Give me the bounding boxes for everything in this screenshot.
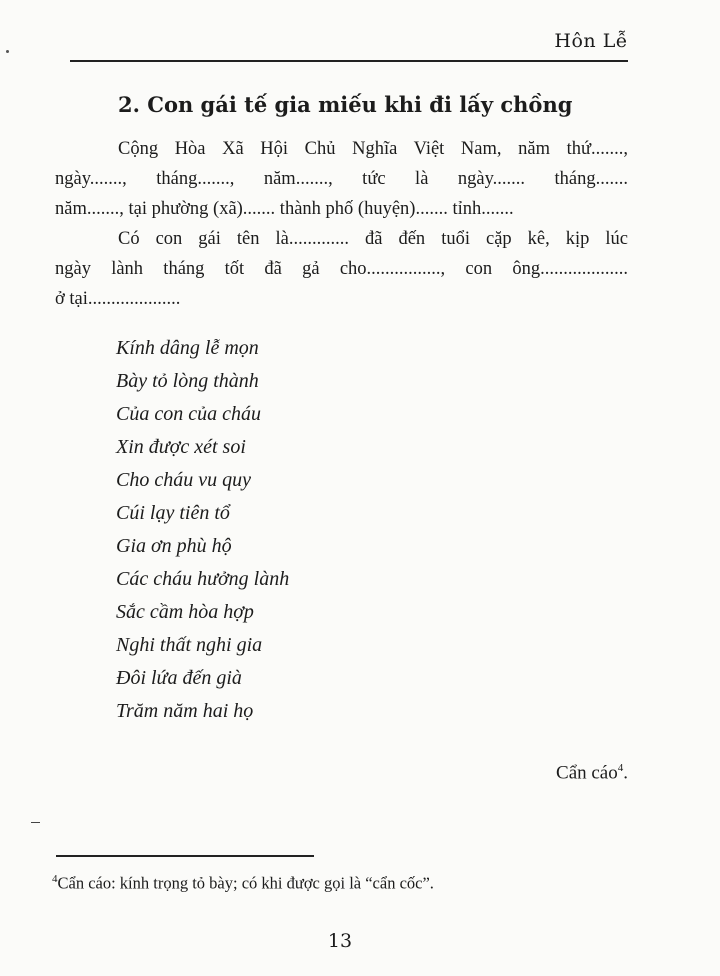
paragraph-line: Cộng Hòa Xã Hội Chủ Nghĩa Việt Nam, năm thứ.......,: [118, 139, 628, 159]
closing-line: [556, 762, 628, 784]
footnote-rule: [56, 855, 314, 857]
running-header: Hôn Lễ: [554, 30, 628, 52]
verse-line: Các cháu hưởng lành: [116, 568, 290, 590]
paragraph-daughter: [55, 224, 628, 314]
verse-line: Cúi lạy tiên tổ: [116, 502, 230, 524]
footnote-mark: 4: [52, 873, 58, 885]
paragraph-line: ngày......., tháng......., năm......., tức là ngày....... tháng.......: [55, 169, 628, 189]
footnote-text: Cẩn cáo: kính trọng tỏ bày; có khi được gọi là “cẩn cốc”.: [57, 873, 434, 893]
prayer-verse: [116, 332, 289, 728]
paragraph-line: ở tại....................: [55, 289, 181, 309]
verse-line: Trăm năm hai họ: [116, 700, 254, 722]
verse-line: Kính dâng lễ mọn: [116, 337, 259, 359]
header-rule: [70, 60, 628, 62]
verse-line: Cho cháu vu quy: [116, 469, 251, 491]
footnote: [52, 873, 434, 894]
closing-period: .: [623, 762, 628, 784]
verse-line: Gia ơn phù hộ: [116, 535, 232, 557]
verse-line: Sắc cầm hòa hợp: [116, 601, 254, 623]
footnote-reference[interactable]: 4: [617, 762, 624, 774]
closing-text: Cẩn cáo: [556, 762, 618, 784]
verse-line: Nghi thất nghi gia: [116, 634, 263, 656]
page-number: 13: [327, 930, 353, 952]
margin-mark: [31, 822, 40, 823]
verse-line: Bày tỏ lòng thành: [116, 370, 259, 392]
verse-line: Đôi lứa đến già: [116, 667, 242, 689]
paragraph-line: năm......., tại phường (xã)....... thành phố (huyện)....... tỉnh.......: [55, 199, 514, 219]
paragraph-line: Có con gái tên là............. đã đến tuổi cặp kê, kịp lúc: [118, 229, 628, 249]
paragraph-line: ngày lành tháng tốt đã gả cho................, con ông...................: [55, 259, 628, 279]
section-title: 2. Con gái tế gia miếu khi đi lấy chồng: [118, 92, 573, 117]
verse-line: Của con của cháu: [116, 403, 261, 425]
paragraph-date: [55, 134, 628, 224]
scan-speck: [6, 50, 9, 53]
verse-line: Xin được xét soi: [116, 436, 246, 458]
